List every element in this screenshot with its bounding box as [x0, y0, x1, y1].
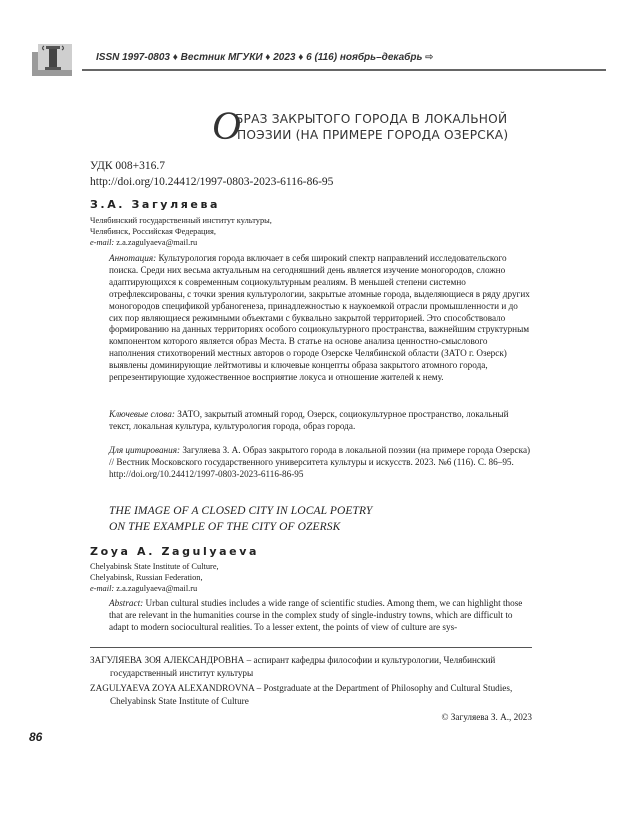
en-title-line-1: THE IMAGE OF A CLOSED CITY IN LOCAL POETRY	[109, 505, 373, 517]
keywords-text: ЗАТО, закрытый атомный город, Озерск, социокультурное пространство, локальный текст, локальная культура, культурология города, образ города.	[109, 409, 509, 431]
title-line-1: БРАЗ ЗАКРЫТОГО ГОРОДА В ЛОКАЛЬНОЙ	[235, 112, 508, 126]
title-line-2: ПОЭЗИИ (НА ПРИМЕРЕ ГОРОДА ОЗЕРСКА)	[237, 128, 509, 142]
header-rule	[82, 69, 606, 71]
author-name-en: Zoya A. Zagulyaeva	[90, 545, 260, 558]
city-ru: Челябинск, Российская Федерация,	[90, 227, 216, 236]
email-label-en: e-mail:	[90, 584, 115, 593]
author-bio-ru	[90, 654, 532, 680]
citation-text: Загуляева З. А. Образ закрытого города в локальной поэзии (на примере города Озерска) // Вестник Московского государственного университета культуры и искусств. 2023. №6 (116). С. 86–95. http://doi.org/10.24412/1997-0803-2023-6116-86-95	[109, 445, 531, 479]
institution-en: Chelyabinsk State Institute of Culture,	[90, 562, 219, 571]
abstract-label: Abstract:	[109, 598, 144, 608]
annotation	[109, 253, 532, 384]
keywords-label: Ключевые слова:	[109, 409, 175, 419]
copyright: © Загуляева З. А., 2023	[441, 712, 532, 722]
article-title-en	[109, 503, 372, 535]
abstract	[109, 598, 532, 634]
doi-link[interactable]: http://doi.org/10.24412/1997-0803-2023-6116-86-95	[90, 176, 334, 188]
author-affiliation-en	[90, 561, 219, 594]
citation	[109, 445, 532, 481]
email-label: e-mail:	[90, 238, 115, 247]
keywords	[109, 409, 532, 433]
institution-ru: Челябинский государственный институт культуры,	[90, 216, 272, 225]
udk: УДК 008+316.7	[90, 160, 165, 172]
column-logo-icon	[32, 42, 84, 78]
bio-ru-cont: государственный институт культуры	[110, 668, 254, 678]
page-number: 86	[29, 730, 43, 744]
email-line-ru	[90, 237, 272, 248]
bio-en-line: ZAGULYAEVA ZOYA ALEXANDROVNA – Postgraduate at the Department of Philosophy and Cultural Studies,	[90, 683, 513, 693]
author-bio-en	[90, 682, 532, 708]
abstract-text: Urban cultural studies includes a wide range of scientific studies. Among them, we can highlight those that are relevant in the humanities course in the complex study of single-industry towns, which are difficult to adapt to modern sociocultural realities. To a lesser extent, the points of view of culture are sys-	[109, 598, 523, 632]
author-affiliation-ru	[90, 215, 272, 248]
bio-ru-line: ЗАГУЛЯЕВА ЗОЯ АЛЕКСАНДРОВНА – аспирант кафедры философии и культурологии, Челябинский	[90, 655, 496, 665]
email-line-en	[90, 583, 219, 594]
running-header	[22, 40, 602, 80]
title-drop-cap: О	[212, 103, 241, 148]
annotation-text: Культурология города включает в себя широкий спектр направлений исследовательского поиска. Среди них весьма актуальным на сегодняшний день является изучение моногородов, сложно адаптирующихся к современным социокультурным реалиям. В меньшей степени системно отрефлексированы, с точки зрения культурологии, закрытые атомные города, выделяющиеся в ряду других моногородов спецификой урбаногенеза, принадлежностью к наукоемкой отрасли промышленности и до сих пор являющиеся режимными объектами с буквально закрытой территорией. Это способствовало формированию на данных территориях особого социокультурного пространства, важнейшим структурным компонентом которого является образ Места. В статье на основе анализа ценностно-смыслового наполнения стихотворений местных авторов о городе Озерске Челябинской области (ЗАТО г. Озерск) выявлены доминирующие лейтмотивы и ключевые концепты образа закрытого атомного города, репрезентирующие художественное восприятие локуса и отношение жителей к нему.	[109, 253, 530, 383]
annotation-label: Аннотация:	[109, 253, 157, 263]
footer-rule	[90, 647, 532, 648]
bio-en-cont: Chelyabinsk State Institute of Culture	[110, 696, 249, 706]
email-address-en[interactable]: z.a.zagulyaeva@mail.ru	[116, 584, 198, 593]
email-address[interactable]: z.a.zagulyaeva@mail.ru	[116, 238, 198, 247]
citation-label: Для цитирования:	[109, 445, 181, 455]
en-title-line-2: ON THE EXAMPLE OF THE CITY OF OZERSK	[109, 521, 341, 533]
journal-info: ISSN 1997-0803 ♦ Вестник МГУКИ ♦ 2023 ♦ 6 (116) ноябрь–декабрь ⇨	[96, 52, 434, 63]
city-en: Chelyabinsk, Russian Federation,	[90, 573, 203, 582]
author-name-ru: З.А. Загуляева	[90, 198, 221, 211]
